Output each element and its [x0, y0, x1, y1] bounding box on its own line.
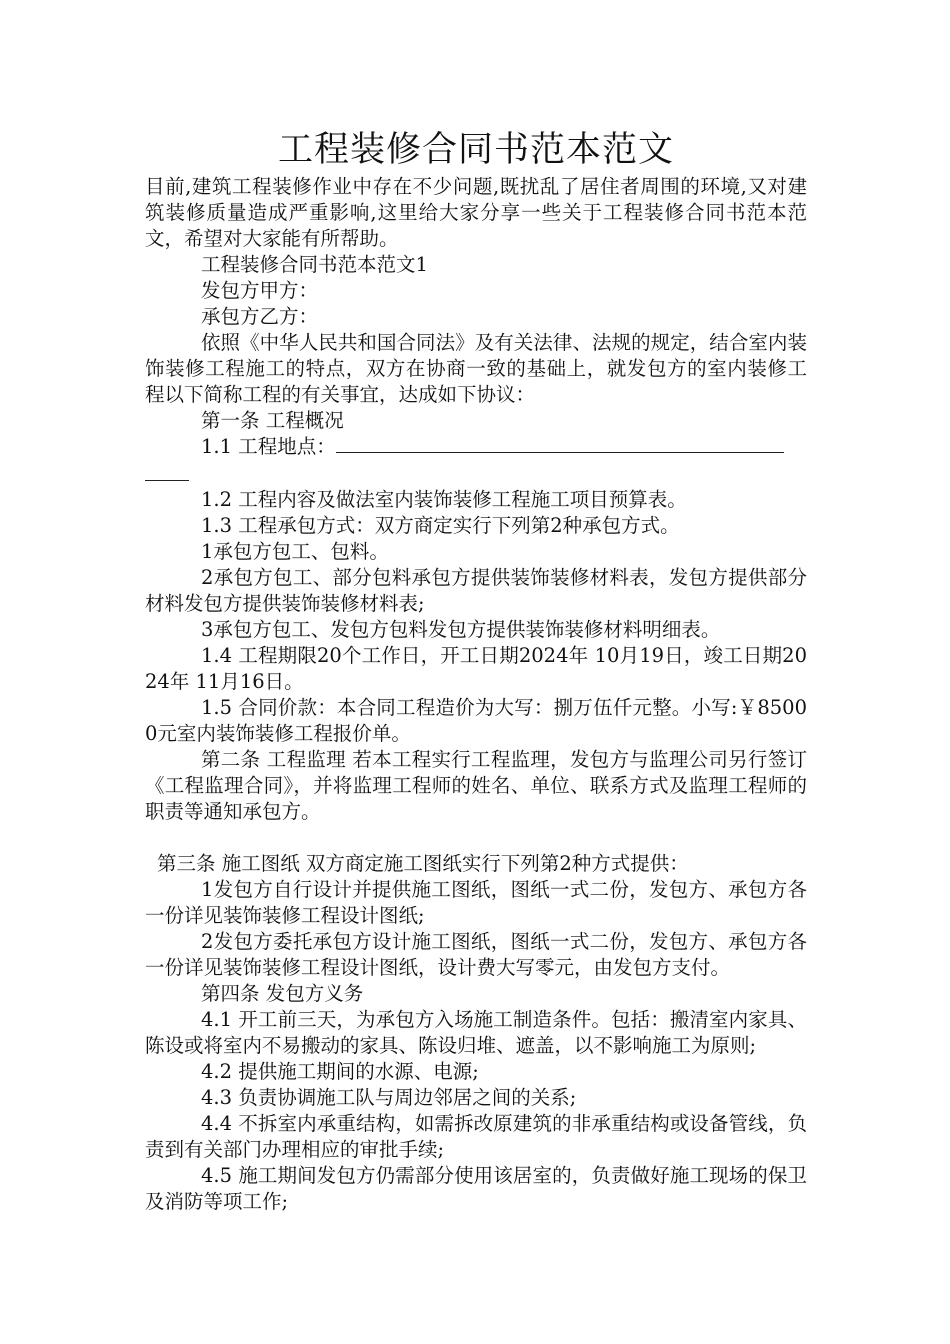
document-page [145, 128, 807, 1215]
article-2-paragraph: 第二条 工程监理 若本工程实行工程监理，发包方与监理公司另行签订《工程监理合同》，并将监理工程师的姓名、单位、联系方式及监理工程师的职责等通知承包方。 [145, 748, 807, 823]
item-4-5: 4.5 施工期间发包方仍需部分使用该居室的，负责做好施工现场的保卫及消防等项工作; [145, 1164, 807, 1213]
blank-spacer [145, 825, 807, 851]
article-1-heading: 第一条 工程概况 [201, 409, 344, 432]
item-4-4: 4.4 不拆室内承重结构，如需拆改原建筑的非承重结构或设备管线，负责到有关部门办理相应的审批手续; [145, 1112, 807, 1161]
item-4-2: 4.2 提供施工期间的水源、电源; [201, 1060, 479, 1083]
contract-option-1: 1承包方包工、包料。 [201, 540, 389, 563]
item-4-1: 4.1 开工前三天，为承包方入场施工制造条件。包括：搬清室内家具、陈设或将室内不易搬动的家具、陈设归堆、遮盖，以不影响施工为原则; [145, 1008, 807, 1057]
article-3-heading: 第三条 施工图纸 双方商定施工图纸实行下列第2种方式提供： [157, 852, 689, 875]
sample-heading: 工程装修合同书范本范文1 [201, 253, 428, 276]
fill-in-blank [336, 434, 784, 453]
contract-option-2: 2承包方包工、部分包料承包方提供装饰装修材料表，发包方提供部分材料发包方提供装饰装修材料表; [145, 566, 807, 615]
contract-option-3: 3承包方包工、发包方包料发包方提供装饰装修材料明细表。 [201, 618, 721, 641]
intro-paragraph: 目前,建筑工程装修作业中存在不少问题,既扰乱了居住者周围的环境,又对建筑装修质量造成严重影响,这里给大家分享一些关于工程装修合同书范本范文，希望对大家能有所帮助。 [145, 175, 807, 250]
item-1-1-line [145, 434, 807, 460]
article-4-heading: 第四条 发包方义务 [201, 982, 364, 1005]
item-1-1-label: 1.1 工程地点： [201, 435, 336, 458]
drawing-option-2: 2发包方委托承包方设计施工图纸，图纸一式二份，发包方、承包方各一份详见装饰装修工程设计图纸，设计费大写零元，由发包方支付。 [145, 930, 807, 979]
document-title: 工程装修合同书范本范文 [277, 130, 674, 170]
item-1-4: 1.4 工程期限20个工作日，开工日期2024年 10月19日，竣工日期2024年 11月16日。 [145, 644, 807, 693]
item-1-5: 1.5 合同价款：本合同工程造价为大写：捌万伍仟元整。小写:￥85000元室内装饰装修工程报价单。 [145, 696, 807, 745]
fill-in-blank-continuation [145, 460, 189, 481]
drawing-option-1: 1发包方自行设计并提供施工图纸，图纸一式二份，发包方、承包方各一份详见装饰装修工程设计图纸; [145, 878, 807, 927]
item-1-3: 1.3 工程承包方式：双方商定实行下列第2种承包方式。 [201, 514, 680, 537]
preamble-paragraph: 依照《中华人民共和国合同法》及有关法律、法规的规定，结合室内装饰装修工程施工的特点，双方在协商一致的基础上，就发包方的室内装修工程以下简称工程的有关事宜，达成如下协议： [145, 331, 807, 406]
party-a-line: 发包方甲方： [201, 279, 319, 302]
item-4-3: 4.3 负责协调施工队与周边邻居之间的关系; [201, 1086, 577, 1109]
party-b-line: 承包方乙方： [201, 305, 319, 328]
item-1-2: 1.2 工程内容及做法室内装饰装修工程施工项目预算表。 [201, 488, 687, 511]
